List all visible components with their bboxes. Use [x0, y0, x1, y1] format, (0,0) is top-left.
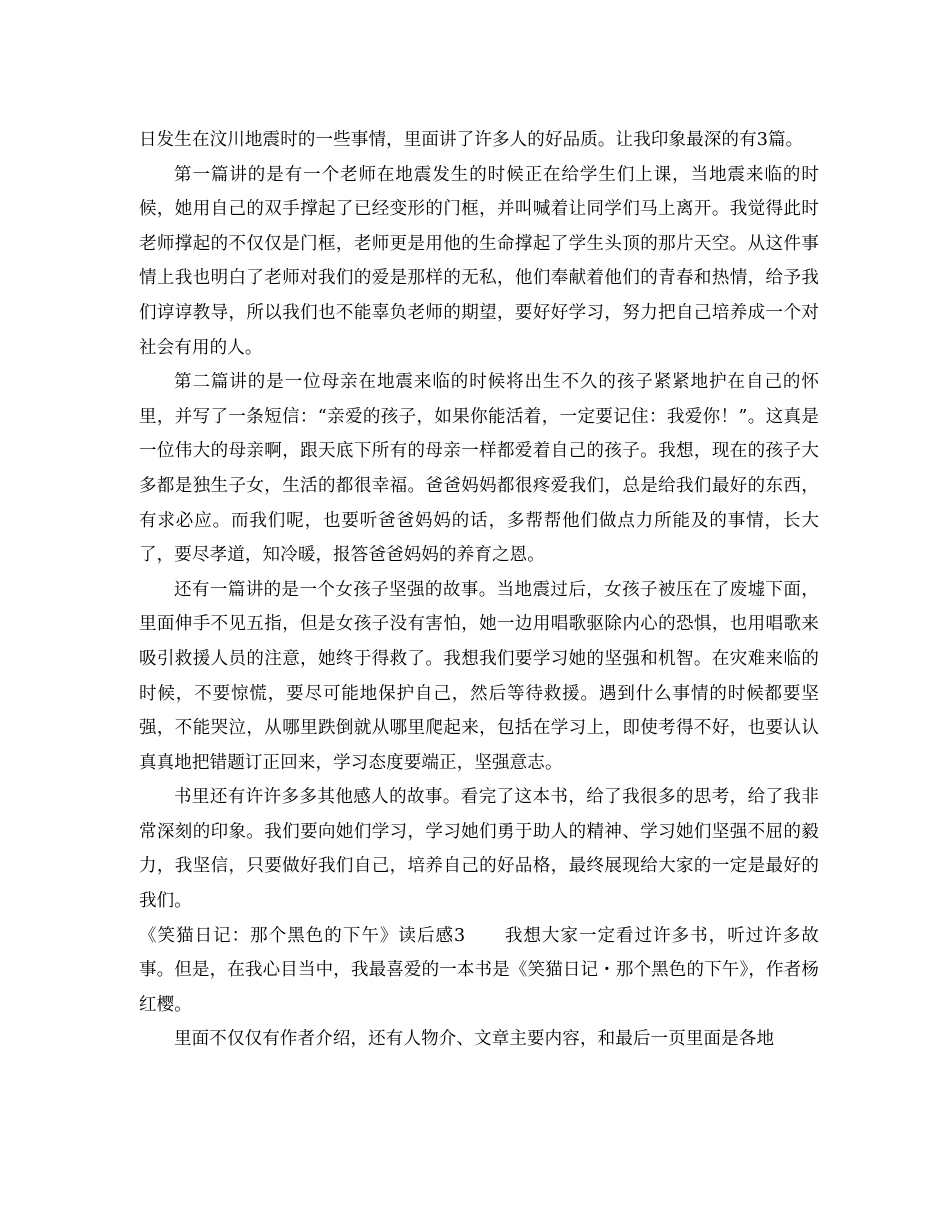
paragraph-first-story: 第一篇讲的是有一个老师在地震发生的时候正在给学生们上课，当地震来临的时候，她用自己的双手撑起了已经变形的门框，并叫喊着让同学们马上离开。我觉得此时老师撑起的不仅仅是门框，老师更是用他的生命撑起了学生头顶的那片天空。从这件事情上我也明白了老师对我们的爱是那样的无私，他们奉献着他们的青春和热情，给予我们谆谆教导，所以我们也不能辜负老师的期望，要好好学习，努力把自己培养成一个对社会有用的人。 — [139, 164, 819, 358]
section-gap — [465, 926, 505, 946]
paragraph-conclusion: 书里还有许许多多其他感人的故事。看完了这本书，给了我很多的思考，给了我非常深刻的印象。我们要向她们学习，学习她们勇于助人的精神、学习她们坚强不屈的毅力，我坚信，只要做好我们自己，培养自己的好品格，最终展现给大家的一定是最好的我们。 — [139, 787, 819, 912]
paragraph-second-story: 第二篇讲的是一位母亲在地震来临的时候将出生不久的孩子紧紧地护在自己的怀里，并写了一条短信：“亲爱的孩子，如果你能活着，一定要记住：我爱你！”。这真是一位伟大的母亲啊，跟天底下所有的母亲一样都爱着自己的孩子。我想，现在的孩子大多都是独生子女，生活的都很幸福。爸爸妈妈都很疼爱我们，总是给我们最好的东西，有求必应。而我们呢，也要听爸爸妈妈的话，多帮帮他们做点力所能及的事情，长大了，要尽孝道，知冷暖，报答爸爸妈妈的养育之恩。 — [139, 372, 819, 566]
section-title: 《笑猫日记：那个黑色的下午》读后感3 — [139, 925, 466, 946]
section-start — [139, 919, 819, 1023]
paragraph-continuation: 日发生在汶川地震时的一些事情，里面讲了许多人的好品质。让我印象最深的有3篇。 — [139, 130, 804, 150]
paragraph-third-story: 还有一篇讲的是一个女孩子坚强的故事。当地震过后，女孩子被压在了废墟下面，里面伸手不见五指，但是女孩子没有害怕，她一边用唱歌驱除内心的恐惧，也用唱歌来吸引救援人员的注意，她终于得救了。我想我们要学习她的坚强和机智。在灾难来临的时候，不要惊慌，要尽可能地保护自己，然后等待救援。遇到什么事情的时候都要坚强，不能哭泣，从哪里跌倒就从哪里爬起来，包括在学习上，即使考得不好，也要认认真真地把错题订正回来，学习态度要端正，坚强意志。 — [139, 579, 819, 773]
document-body — [139, 123, 819, 1057]
paragraph-last: 里面不仅仅有作者介绍，还有人物介、文章主要内容，和最后一页里面是各地 — [174, 1029, 775, 1050]
section-intro: 我想大家一定看过许多书，听过许多故事。但是，在我心目当中，我最喜爱的一本书是《笑猫日记・那个黑色的下午》，作者杨红樱。 — [139, 925, 819, 1015]
